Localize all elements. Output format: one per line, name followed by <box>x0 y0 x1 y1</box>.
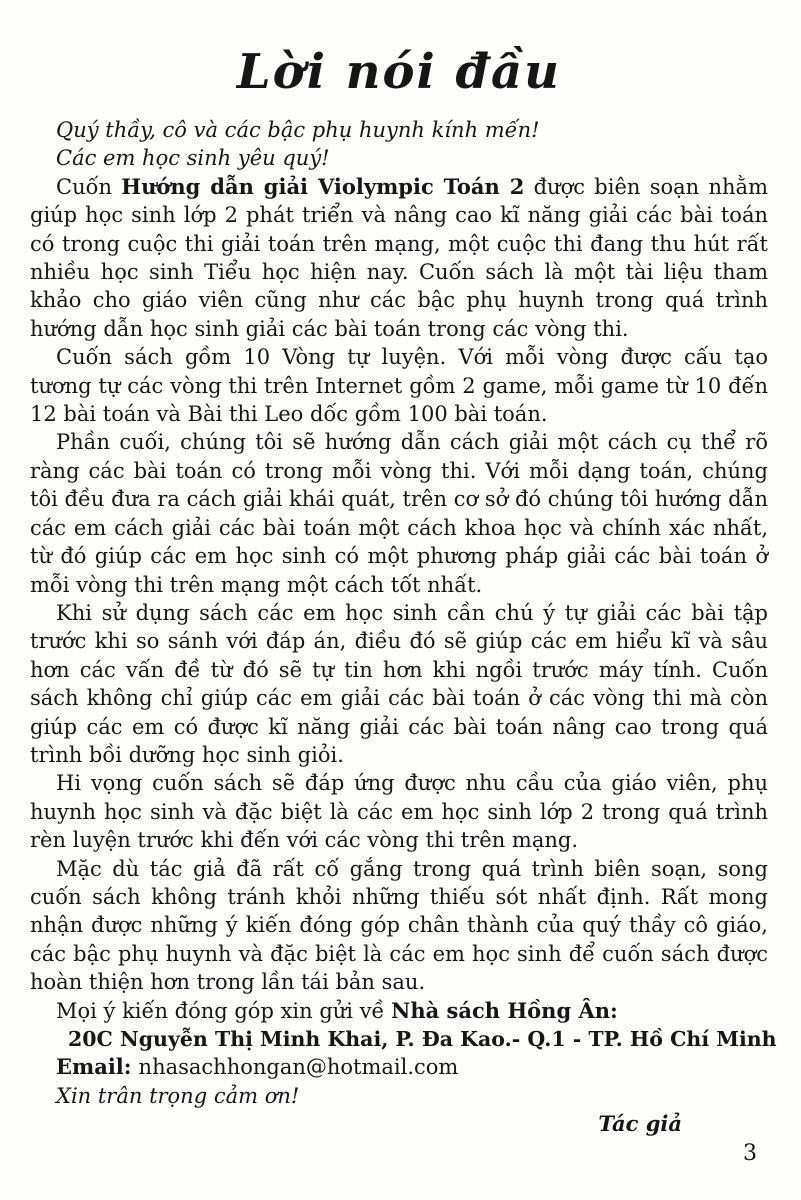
email-label: Email: <box>56 1054 132 1080</box>
email-address: nhasachhongan@hotmail.com <box>138 1055 459 1080</box>
page-title: Lời nói đầu <box>236 44 562 100</box>
address-line: 20C Nguyễn Thị Minh Khai, P. Đa Kao.- Q.1 - TP. Hồ Chí Minh <box>68 1027 777 1051</box>
paragraph-intro-rest: được biên soạn nhằm giúp học sinh lớp 2 phát triển và nâng cao kĩ năng giải các bài toán có trong cuộc thi giải toán trên mạng, một cuộc thi đang thu hút rất nhiều học sinh Tiểu học hiện nay. Cuốn sách là một tài liệu tham khảo cho giáo viên cũng như các bậc phụ huynh trong quá trình hướng dẫn học sinh giải các bài toán trong các vòng thi. <box>30 174 768 341</box>
paragraph-intro <box>30 173 768 343</box>
greeting-teachers: Quý thầy, cô và các bậc phụ huynh kính mến! <box>56 118 540 142</box>
email-line <box>30 1053 768 1081</box>
paragraph-feedback <box>30 997 768 1025</box>
book-title-bold: Hướng dẫn giải Violympic Toán 2 <box>121 173 525 199</box>
paragraph-apology: Mặc dù tác giả đã rất cố gắng trong quá trình biên soạn, song cuốn sách không tránh khỏi những thiếu sót nhất định. Rất mong nhận được những ý kiến đóng góp chân thành của quý thầy cô giáo, các bậc phụ huynh và đặc biệt là các em học sinh để cuốn sách được hoàn thiện hơn trong lần tái bản sau. <box>30 856 768 995</box>
paragraph-advice: Khi sử dụng sách các em học sinh cần chú ý tự giải các bài tập trước khi so sánh với đáp án, điều đó sẽ giúp các em hiểu kĩ và sâu hơn các vấn đề từ đó sẽ tự tin hơn khi ngồi trước máy tính. Cuốn sách không chỉ giúp các em giải các bài toán ở các vòng thi mà còn giúp các em có được kĩ năng giải các bài toán nâng cao trong quá trình bồi dưỡng học sinh giỏi. <box>30 600 768 767</box>
greeting-students: Các em học sinh yêu quý! <box>56 146 330 171</box>
author-signature: Tác giả <box>598 1111 682 1137</box>
paragraph-intro-lead: Cuốn <box>56 174 122 199</box>
paragraph-hope: Hi vọng cuốn sách sẽ đáp ứng được nhu cầu của giáo viên, phụ huynh học sinh và đặc biệt là các em học sinh lớp 2 trong quá trình rèn luyện trước khi đến với các vòng thi trên mạng. <box>30 771 768 853</box>
closing-line: Xin trân trọng cảm ơn! <box>56 1083 300 1108</box>
bookstore-name-bold: Nhà sách Hồng Ân: <box>391 997 618 1023</box>
paragraph-structure: Cuốn sách gồm 10 Vòng tự luyện. Với mỗi vòng được cấu tạo tương tự các vòng thi trên Internet gồm 2 game, mỗi game từ 10 đến 12 bài toán và Bài thi Leo dốc gồm 100 bài toán. <box>30 345 768 427</box>
paragraph-method: Phần cuối, chúng tôi sẽ hướng dẫn cách giải một cách cụ thể rõ ràng các bài toán có trong mỗi vòng thi. Với mỗi dạng toán, chúng tôi đều đưa ra cách giải khái quát, trên cơ sở đó chúng tôi hướng dẫn các em cách giải các bài toán một cách khoa học và chính xác nhất, từ đó giúp các em học sinh có một phương pháp giải các bài toán ở mỗi vòng thi trên mạng một cách tốt nhất. <box>30 430 768 597</box>
paragraph-feedback-lead: Mọi ý kiến đóng góp xin gửi về <box>56 998 392 1023</box>
page-number: 3 <box>743 1141 757 1166</box>
